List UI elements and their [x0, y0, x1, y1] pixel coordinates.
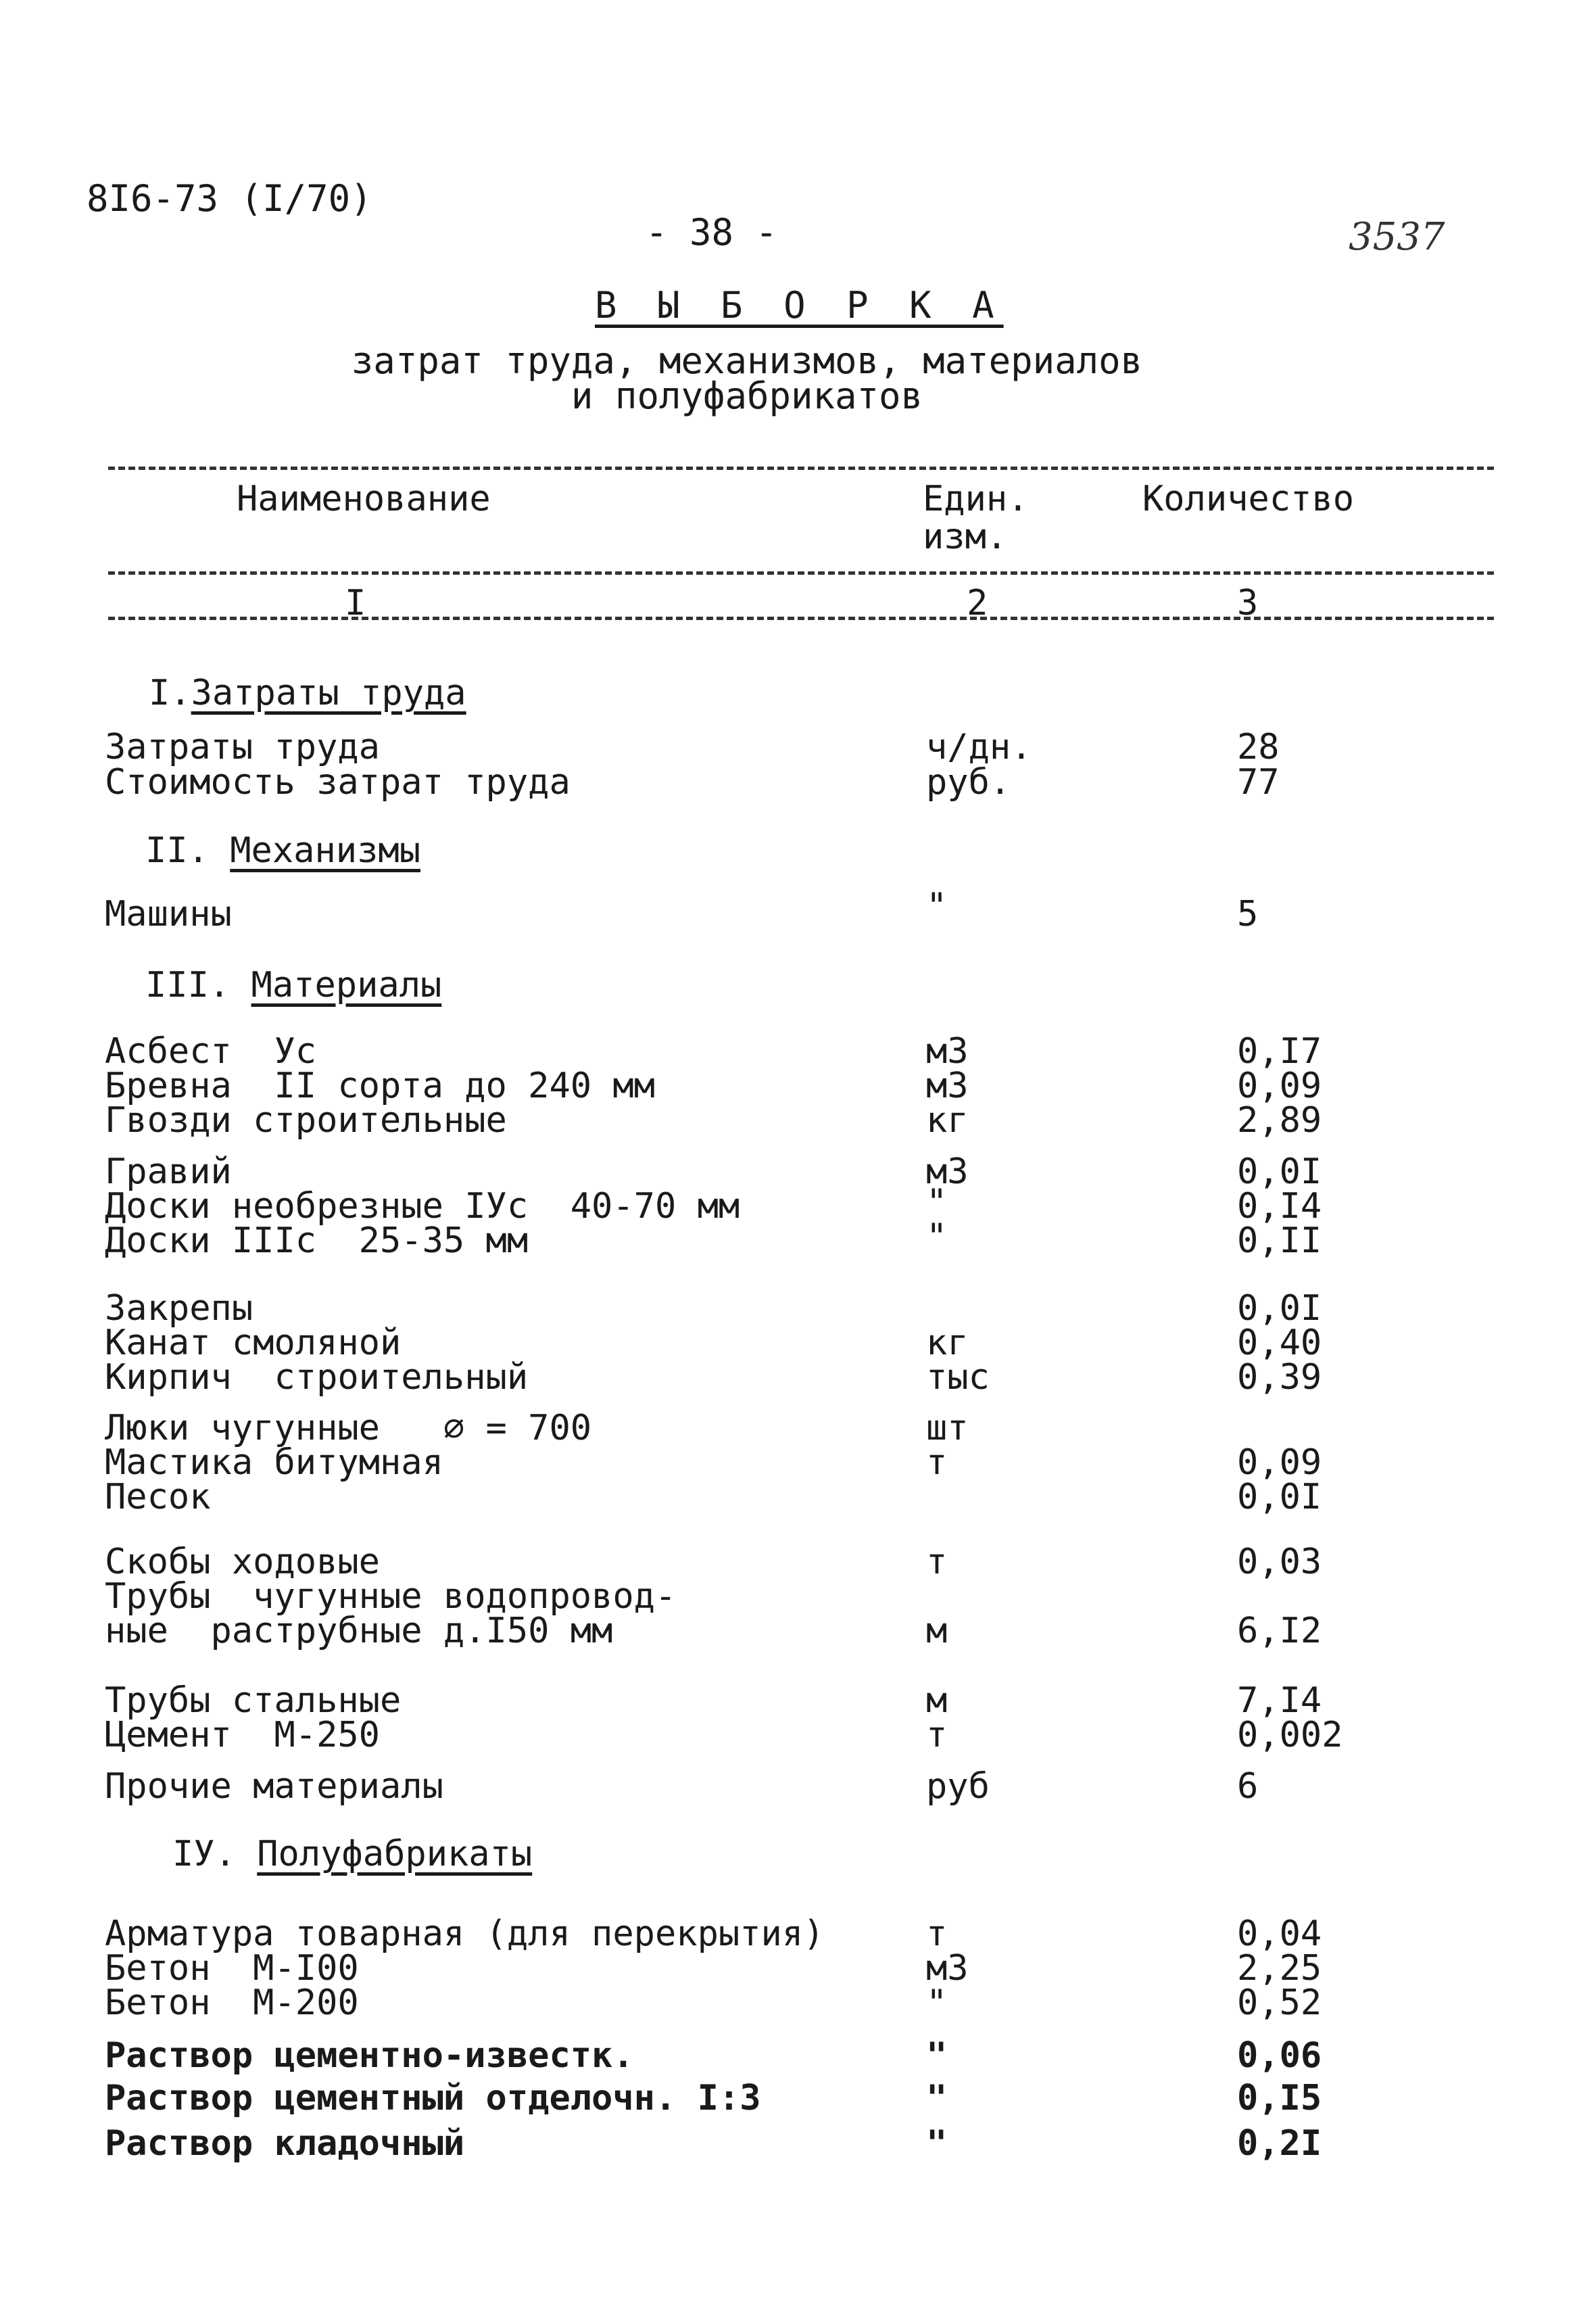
section-heading-labor — [149, 673, 466, 713]
row-quantity: 0,I5 — [1237, 2078, 1322, 2118]
row-quantity: 0,52 — [1237, 1983, 1322, 2023]
row-name: Раствор цементно-известк. — [105, 2035, 634, 2076]
row-unit: " — [926, 1216, 948, 1257]
row-name: Раствор цементный отделочн. I:3 — [105, 2078, 761, 2118]
row-quantity: 77 — [1237, 762, 1280, 803]
row-name: Арматура товарная (для перекрытия) — [105, 1914, 825, 1954]
row-name: Канат смоляной — [105, 1323, 402, 1363]
row-quantity: 0,06 — [1237, 2035, 1322, 2076]
column-header-unit-line1: Един. — [923, 479, 1029, 519]
document-title: В Ы Б О Р К А — [595, 284, 1004, 327]
row-name: Трубы чугунные водопровод- — [105, 1576, 677, 1617]
row-quantity: 5 — [1237, 894, 1259, 934]
table-header-divider — [108, 571, 1494, 575]
row-name: Кирпич строительный — [105, 1357, 529, 1398]
row-name: Трубы стальные — [105, 1680, 402, 1721]
row-unit: м3 — [926, 1031, 969, 1072]
row-quantity: 7,I4 — [1237, 1680, 1322, 1721]
row-quantity: 0,0I — [1237, 1477, 1322, 1517]
row-name: Затраты труда — [105, 727, 380, 767]
row-unit: " — [926, 886, 948, 926]
row-quantity: 0,II — [1237, 1220, 1322, 1261]
row-quantity: 6,I2 — [1237, 1611, 1322, 1651]
section-number: II. — [145, 830, 209, 871]
row-quantity: 2,25 — [1237, 1948, 1322, 1989]
document-subtitle-line2: и полуфабрикатов — [571, 375, 923, 417]
row-unit: " — [926, 2078, 948, 2118]
section-title: Материалы — [251, 965, 442, 1005]
row-name: Гвозди строительные — [105, 1100, 507, 1141]
row-quantity: 0,03 — [1237, 1542, 1322, 1582]
row-name: Доски необрезные IУс 40-70 мм — [105, 1186, 740, 1227]
row-quantity: 0,I7 — [1237, 1031, 1322, 1072]
row-unit: руб. — [926, 762, 1011, 803]
row-unit: т — [926, 1542, 948, 1582]
row-name: Закрепы — [105, 1288, 253, 1329]
row-unit: руб — [926, 1766, 990, 1807]
row-quantity: 0,2I — [1237, 2123, 1322, 2164]
row-name: Скобы ходовые — [105, 1542, 380, 1582]
row-name: Прочие материалы — [105, 1766, 443, 1807]
row-unit: тыс — [926, 1357, 990, 1398]
row-unit: " — [926, 2035, 948, 2076]
row-unit: т — [926, 1914, 948, 1954]
row-name: Цемент М-250 — [105, 1715, 380, 1755]
column-number-2: 2 — [967, 583, 988, 623]
column-number-1: I — [345, 583, 366, 623]
row-unit: шт — [926, 1408, 969, 1448]
section-heading-machines — [145, 830, 420, 871]
section-number: I. — [149, 673, 191, 713]
section-heading-materials — [145, 965, 441, 1005]
row-name: Бетон М-200 — [105, 1983, 359, 2023]
column-header-quantity: Количество — [1142, 479, 1355, 519]
row-name: ные раструбные д.I50 мм — [105, 1611, 613, 1651]
row-quantity: 6 — [1237, 1766, 1259, 1807]
row-name: Раствор кладочный — [105, 2123, 465, 2164]
section-title: Полуфабрикаты — [257, 1834, 533, 1874]
row-name: Люки чугунные ∅ = 700 — [105, 1408, 592, 1448]
row-quantity: 0,0I — [1237, 1152, 1322, 1192]
row-quantity: 0,09 — [1237, 1066, 1322, 1106]
row-quantity: 0,04 — [1237, 1914, 1322, 1954]
handwritten-number: 3537 — [1349, 215, 1445, 259]
row-unit: кг — [926, 1323, 969, 1363]
row-quantity: 0,39 — [1237, 1357, 1322, 1398]
row-name: Стоимость затрат труда — [105, 762, 571, 803]
section-title: Затраты труда — [191, 673, 466, 713]
row-unit: м — [926, 1680, 948, 1721]
document-code: 8I6-73 (I/70) — [87, 177, 372, 220]
row-name: Машины — [105, 894, 232, 934]
row-name: Бетон М-I00 — [105, 1948, 359, 1989]
row-quantity: 0,002 — [1237, 1715, 1343, 1755]
row-unit: м3 — [926, 1066, 969, 1106]
row-quantity: 0,0I — [1237, 1288, 1322, 1329]
section-number: III. — [145, 965, 231, 1005]
column-number-3: 3 — [1237, 583, 1259, 623]
row-unit: " — [926, 1182, 948, 1223]
row-unit: м — [926, 1611, 948, 1651]
row-unit: кг — [926, 1100, 969, 1141]
row-name: Асбест Ус — [105, 1031, 317, 1072]
document-subtitle-line1: затрат труда, механизмов, материалов — [351, 339, 1143, 382]
row-quantity: 0,I4 — [1237, 1186, 1322, 1227]
column-header-unit-line2: изм. — [923, 517, 1008, 557]
section-heading-semifinished — [172, 1834, 532, 1874]
row-name: Гравий — [105, 1152, 232, 1192]
row-quantity: 28 — [1237, 727, 1280, 767]
row-quantity: 0,40 — [1237, 1323, 1322, 1363]
row-unit: т — [926, 1442, 948, 1483]
row-unit: м3 — [926, 1948, 969, 1989]
row-unit: ч/дн. — [926, 727, 1032, 767]
row-name: Песок — [105, 1477, 211, 1517]
row-quantity: 2,89 — [1237, 1100, 1322, 1141]
column-header-name: Наименование — [237, 479, 491, 519]
row-unit: " — [926, 1983, 948, 2023]
row-quantity: 0,09 — [1237, 1442, 1322, 1483]
section-number: IУ. — [172, 1834, 236, 1874]
row-unit: м3 — [926, 1152, 969, 1192]
row-name: Мастика битумная — [105, 1442, 443, 1483]
table-top-divider — [108, 467, 1494, 470]
row-name: Бревна II сорта до 240 мм — [105, 1066, 655, 1106]
section-title: Механизмы — [230, 830, 420, 871]
row-unit: т — [926, 1715, 948, 1755]
page-number: - 38 - — [646, 211, 778, 254]
table-numbers-divider — [108, 617, 1494, 620]
row-name: Доски IIIс 25-35 мм — [105, 1220, 529, 1261]
row-unit: " — [926, 2123, 948, 2164]
